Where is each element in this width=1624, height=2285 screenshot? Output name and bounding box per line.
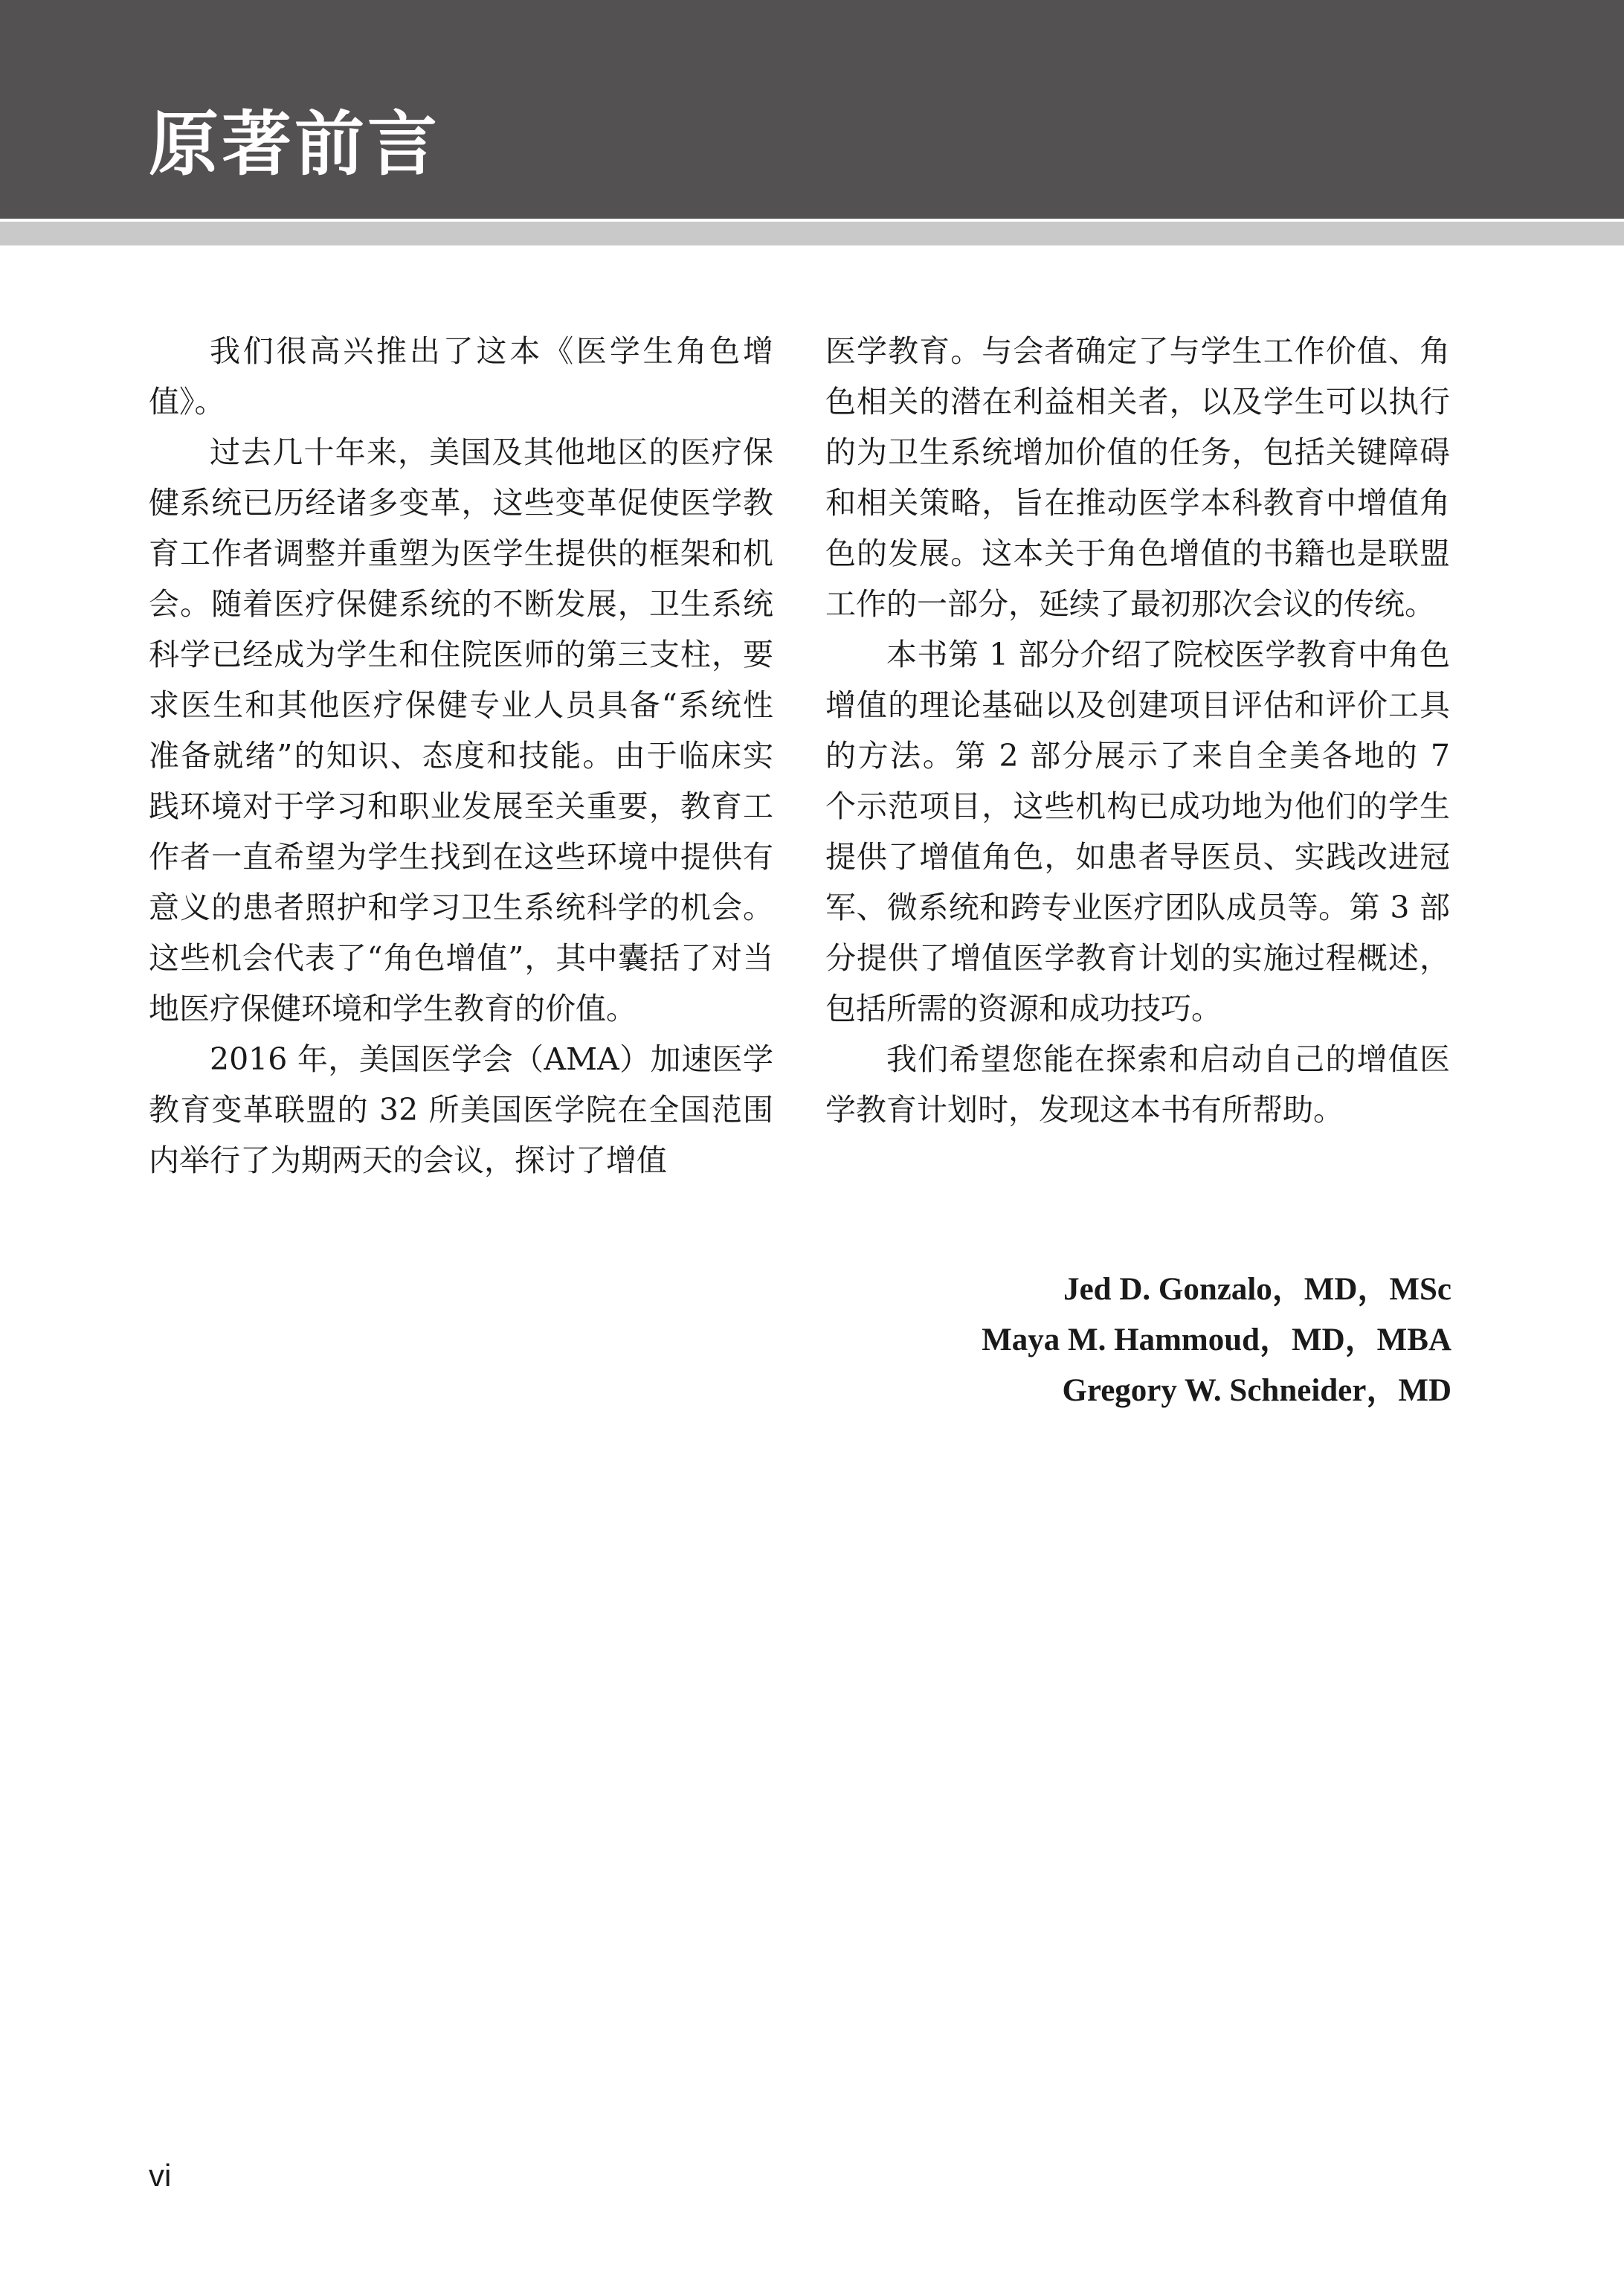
page-title: 原著前言 <box>149 104 441 185</box>
page-number: vi <box>149 2158 172 2193</box>
paragraph-closing: 我们希望您能在探索和启动自己的增值医学教育计划时，发现这本书有所帮助。 <box>825 1041 1450 1128</box>
author-name: Gregory W. Schneider，MD <box>1062 1373 1451 1408</box>
author-signature <box>982 1264 1451 1416</box>
paragraph-conference-continued: 医学教育。与会者确定了与学生工作价值、角色相关的潜在利益相关者，以及学生可以执行的为卫生系统增加价值的任务，包括关键障碍和相关策略，旨在推动医学本科教育中增值角色的发展。这本关于角色增值的书籍也是联盟工作的一部分，延续了最初那次会议的传统。 <box>825 333 1450 622</box>
paragraph-intro: 我们很高兴推出了这本《医学生角色增值》。 <box>149 333 773 420</box>
author-name: Maya M. Hammoud，MD，MBA <box>982 1323 1451 1357</box>
paragraph-background: 过去几十年来，美国及其他地区的医疗保健系统已历经诸多变革，这些变革促使医学教育工作者调整并重塑为医学生提供的框架和机会。随着医疗保健系统的不断发展，卫生系统科学已经成为学生和住院医师的第三支柱，要求医生和其他医疗保健专业人员具备“系统性准备就绪”的知识、态度和技能。由于临床实践环境对于学习和职业发展至关重要，教育工作者一直希望为学生找到在这些环境中提供有意义的患者照护和学习卫生系统科学的机会。这些机会代表了“角色增值”，其中囊括了对当地医疗保健环境和学生教育的价值。 <box>149 434 773 1026</box>
left-column <box>149 326 773 1186</box>
paragraph-conference: 2016 年，美国医学会（AMA）加速医学教育变革联盟的 32 所美国医学院在全国范围内举行了为期两天的会议，探讨了增值 <box>149 1041 773 1178</box>
header-band <box>0 0 1624 219</box>
header-divider <box>0 222 1624 245</box>
right-column <box>825 326 1450 1135</box>
paragraph-book-structure: 本书第 1 部分介绍了院校医学教育中角色增值的理论基础以及创建项目评估和评价工具的方法。第 2 部分展示了来自全美各地的 7 个示范项目，这些机构已成功地为他们的学生提供了增值角色，如患者导医员、实践改进冠军、微系统和跨专业医疗团队成员等。第 3 部分提供了增值医学教育计划的实施过程概述，包括所需的资源和成功技巧。 <box>825 637 1450 1026</box>
author-name: Jed D. Gonzalo，MD，MSc <box>1063 1272 1451 1307</box>
